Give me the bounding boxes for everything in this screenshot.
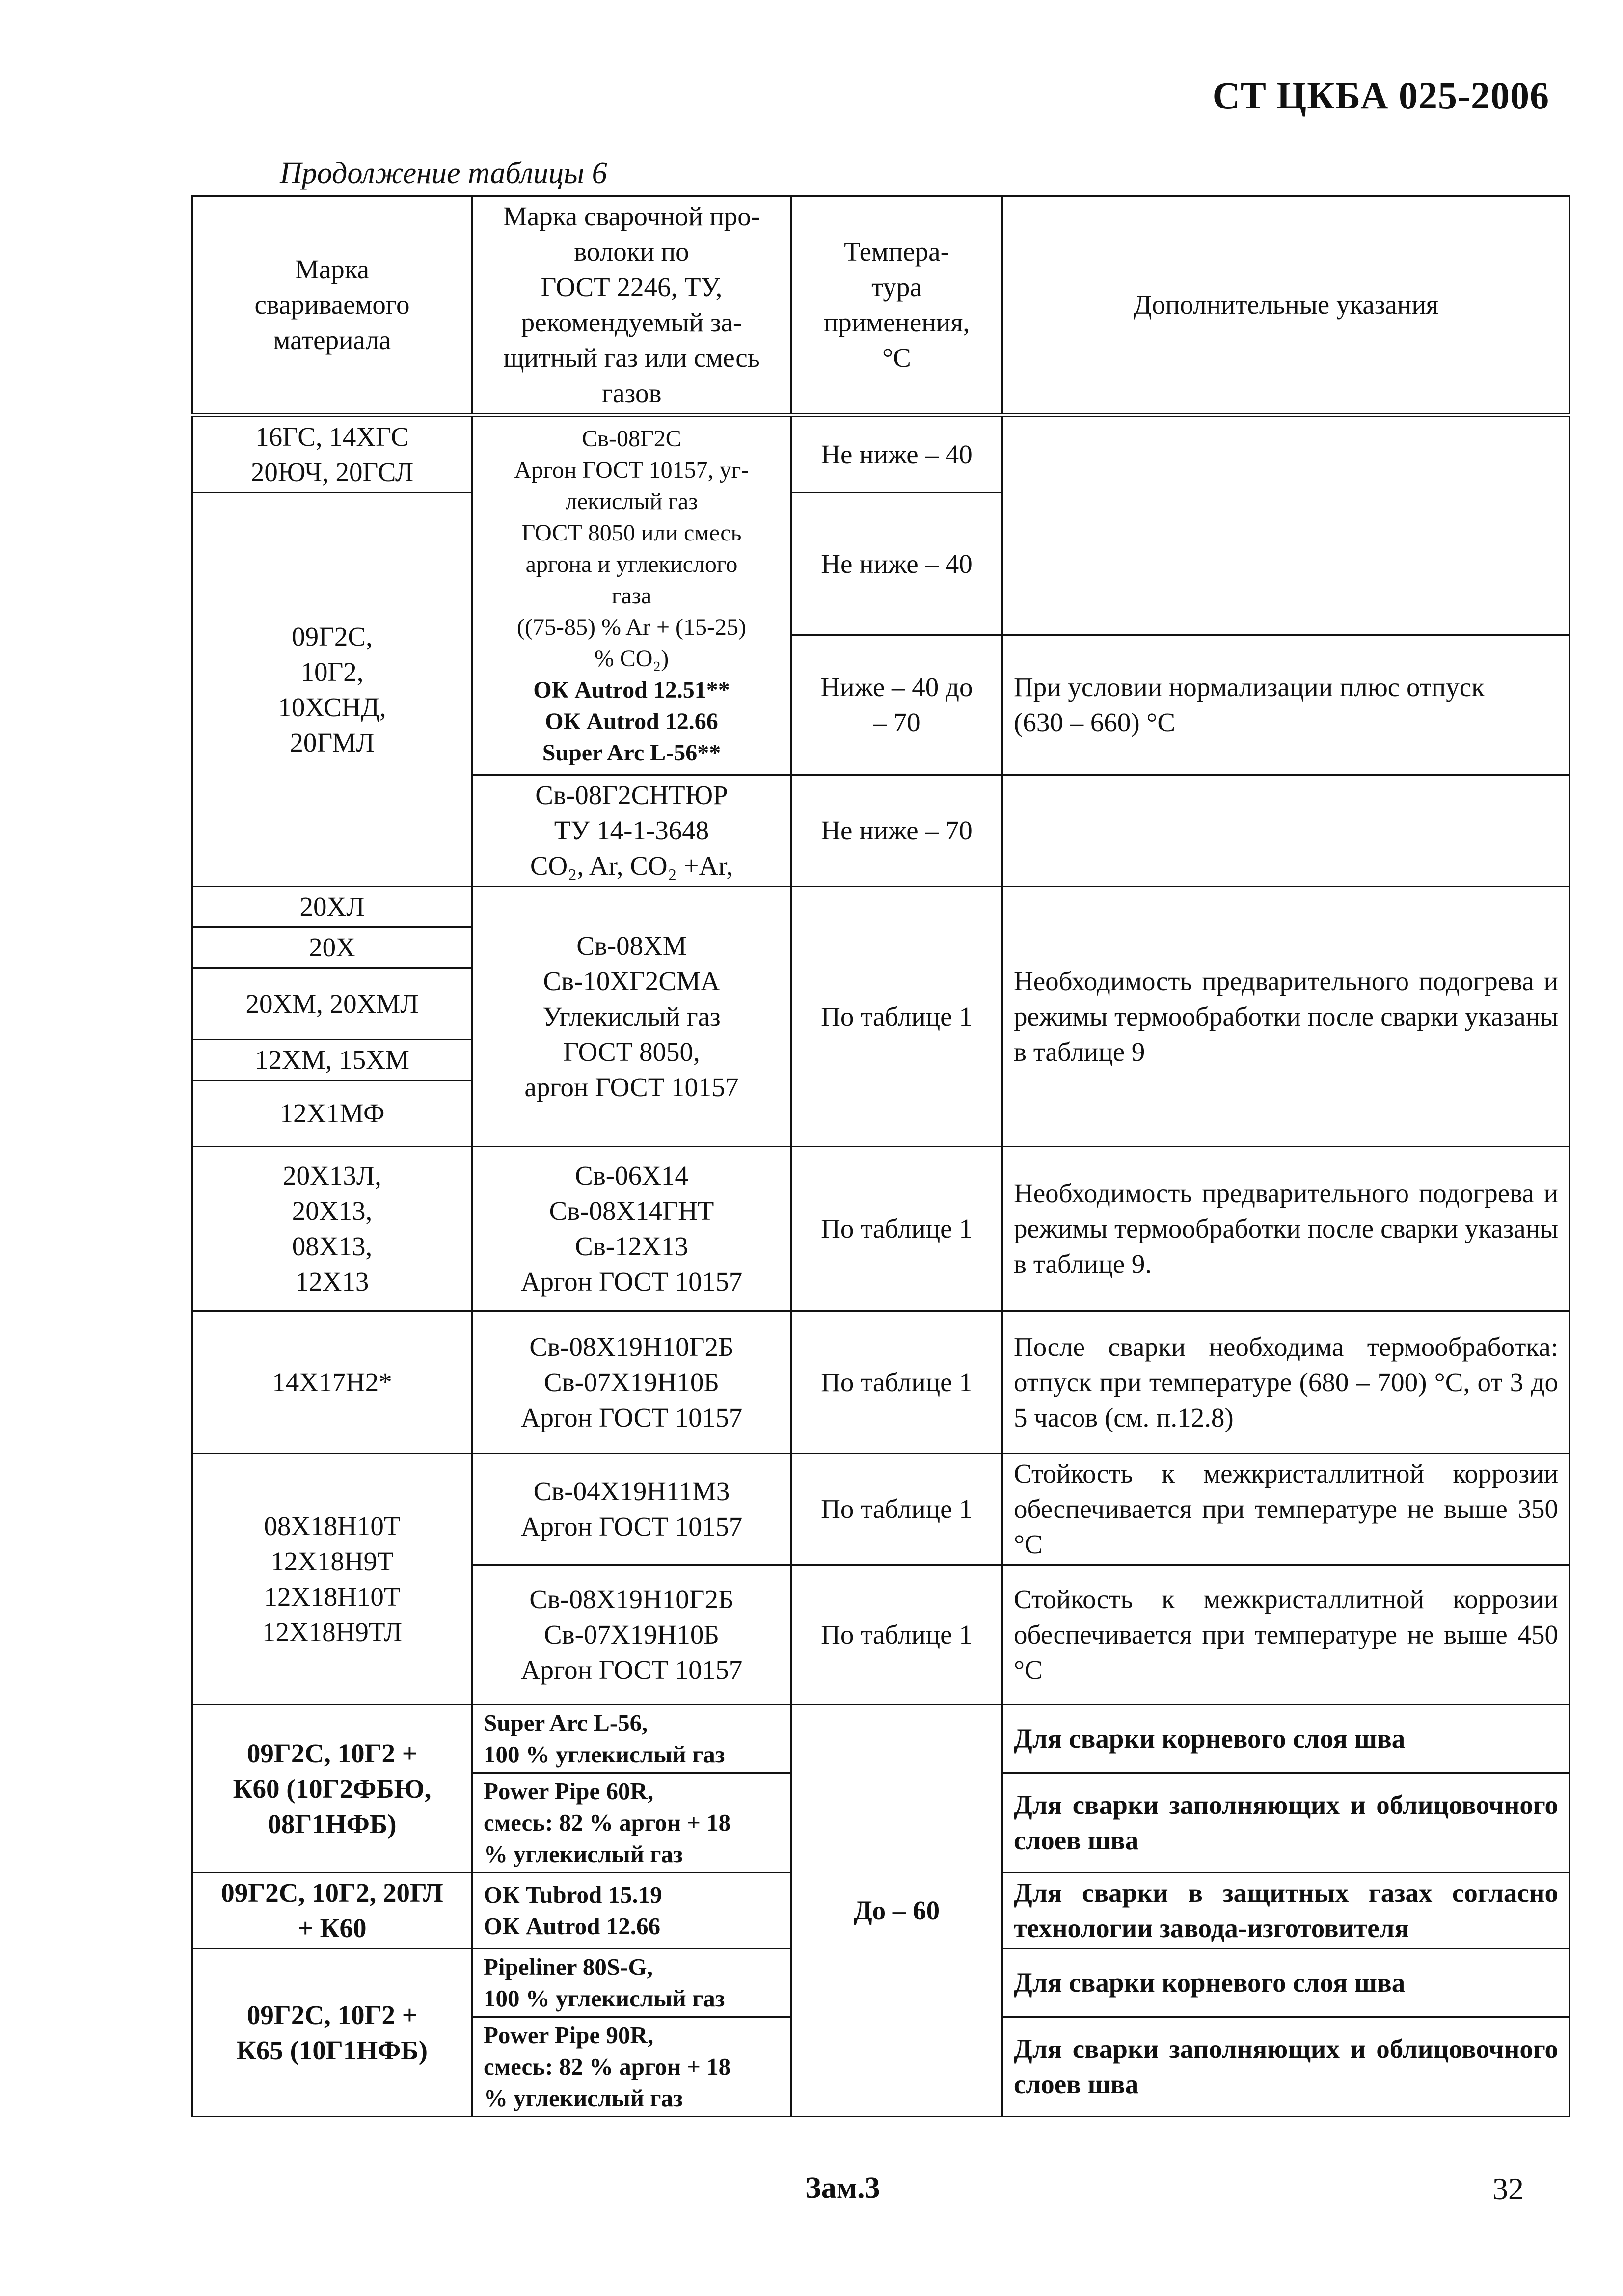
wire-cell: Св-06Х14 Св-08Х14ГНТ Св-12Х13 Аргон ГОСТ 10157 (472, 1147, 791, 1311)
material-cell: 09Г2С, 10Г2, 20ГЛ + К60 (192, 1873, 472, 1949)
temperature-cell: Не ниже – 40 (791, 415, 1002, 493)
material-cell: 20Х13Л, 20Х13, 08Х13, 12Х13 (192, 1147, 472, 1311)
table-row (192, 887, 1570, 927)
notes-cell: Стойкость к межкристаллитной коррозии обеспечивается при температуре не выше 350 °C (1002, 1454, 1570, 1565)
notes-cell: Для сварки заполняющих и облицовочного слоев шва (1002, 1773, 1570, 1873)
header-wire: Марка сварочной про- волоки по ГОСТ 2246, ТУ, рекомендуемый за- щитный газ или смесь газов (472, 196, 791, 415)
material-cell: 14Х17Н2* (192, 1311, 472, 1454)
temperature-cell: До – 60 (791, 1705, 1002, 2117)
table-row (192, 1147, 1570, 1311)
notes-cell: При условии нормализации плюс отпуск (630 – 660) °C (1002, 635, 1570, 775)
temperature-cell: По таблице 1 (791, 1147, 1002, 1311)
notes-cell: Необходимость предварительного подогрева и режимы термообработки после сварки указаны в таблице 9 (1002, 887, 1570, 1147)
revision-label: Зам.3 (805, 2171, 880, 2205)
material-cell: 20ХЛ (192, 887, 472, 927)
header-material: Марка свариваемого материала (192, 196, 472, 415)
notes-cell (1002, 415, 1570, 635)
wire-cell: Pipeliner 80S-G, 100 % углекислый газ (472, 1949, 791, 2017)
material-cell: 20Х (192, 927, 472, 968)
material-cell: 20ХМ, 20ХМЛ (192, 968, 472, 1040)
material-cell: 09Г2С, 10Г2 + К60 (10Г2ФБЮ, 08Г1НФБ) (192, 1705, 472, 1873)
material-cell: 16ГС, 14ХГС 20ЮЧ, 20ГСЛ (192, 415, 472, 493)
wire-cell: Св-08ХМ Св-10ХГ2СМА Углекислый газ ГОСТ 8050, аргон ГОСТ 10157 (472, 887, 791, 1147)
notes-cell: Необходимость предварительного подогрева и режимы термообработки после сварки указаны в таблице 9. (1002, 1147, 1570, 1311)
wire-cell: Св-08Х19Н10Г2Б Св-07Х19Н10Б Аргон ГОСТ 10157 (472, 1311, 791, 1454)
welding-table (191, 195, 1570, 2117)
temperature-cell: По таблице 1 (791, 1565, 1002, 1705)
notes-cell: После сварки необходима термообработка: отпуск при температуре (680 – 700) °C, от 3 до 5 часов (см. п.12.8) (1002, 1311, 1570, 1454)
document-code: СТ ЦКБА 025-2006 (1212, 74, 1549, 117)
table-caption: Продолжение таблицы 6 (280, 157, 607, 190)
notes-cell: Для сварки в защитных газах согласно технологии завода-изготовителя (1002, 1873, 1570, 1949)
table-row (192, 1454, 1570, 1565)
notes-cell (1002, 775, 1570, 887)
page-number: 32 (1492, 2171, 1524, 2206)
notes-cell: Для сварки заполняющих и облицовочного слоев шва (1002, 2017, 1570, 2117)
temperature-cell: По таблице 1 (791, 1454, 1002, 1565)
wire-cell: Super Arc L-56, 100 % углекислый газ (472, 1705, 791, 1773)
material-cell: 12ХМ, 15ХМ (192, 1040, 472, 1080)
wire-cell: Св-04Х19Н11М3 Аргон ГОСТ 10157 (472, 1454, 791, 1565)
temperature-cell: По таблице 1 (791, 1311, 1002, 1454)
table-row (192, 1705, 1570, 1773)
temperature-cell: По таблице 1 (791, 887, 1002, 1147)
notes-cell: Для сварки корневого слоя шва (1002, 1705, 1570, 1773)
wire-cell: ОК Tubrod 15.19 ОК Autrod 12.66 (472, 1873, 791, 1949)
table-row (192, 415, 1570, 493)
material-cell: 12Х1МФ (192, 1080, 472, 1147)
material-cell: 08Х18Н10Т 12Х18Н9Т 12Х18Н10Т 12Х18Н9ТЛ (192, 1454, 472, 1705)
notes-cell: Стойкость к межкристаллитной коррозии обеспечивается при температуре не выше 450 °C (1002, 1565, 1570, 1705)
temperature-cell: Не ниже – 40 (791, 493, 1002, 635)
wire-cell: Св-08Г2СНТЮР ТУ 14-1-3648 CO₂, Ar, CO₂ +Ar, (472, 775, 791, 887)
temperature-cell: Ниже – 40 до – 70 (791, 635, 1002, 775)
header-notes: Дополнительные указания (1002, 196, 1570, 415)
table-header-row (192, 196, 1570, 415)
wire-cell: Св-08Г2С Аргон ГОСТ 10157, уг- лекислый газ ГОСТ 8050 или смесь аргона и углекислого газа ((75-85) % Ar + (15-25) % CO₂) ОК Autrod 12.51** ОК Autrod 12.66 Super Arc L-56** (472, 415, 791, 775)
wire-cell: Power Pipe 90R, смесь: 82 % аргон + 18 % углекислый газ (472, 2017, 791, 2117)
wire-cell: Св-08Х19Н10Г2Б Св-07Х19Н10Б Аргон ГОСТ 10157 (472, 1565, 791, 1705)
temperature-cell: Не ниже – 70 (791, 775, 1002, 887)
material-cell: 09Г2С, 10Г2, 10ХСНД, 20ГМЛ (192, 493, 472, 887)
table-row (192, 1311, 1570, 1454)
header-temperature: Темпера- тура применения, °C (791, 196, 1002, 415)
material-cell: 09Г2С, 10Г2 + К65 (10Г1НФБ) (192, 1949, 472, 2117)
wire-cell: Power Pipe 60R, смесь: 82 % аргон + 18 % углекислый газ (472, 1773, 791, 1873)
notes-cell: Для сварки корневого слоя шва (1002, 1949, 1570, 2017)
